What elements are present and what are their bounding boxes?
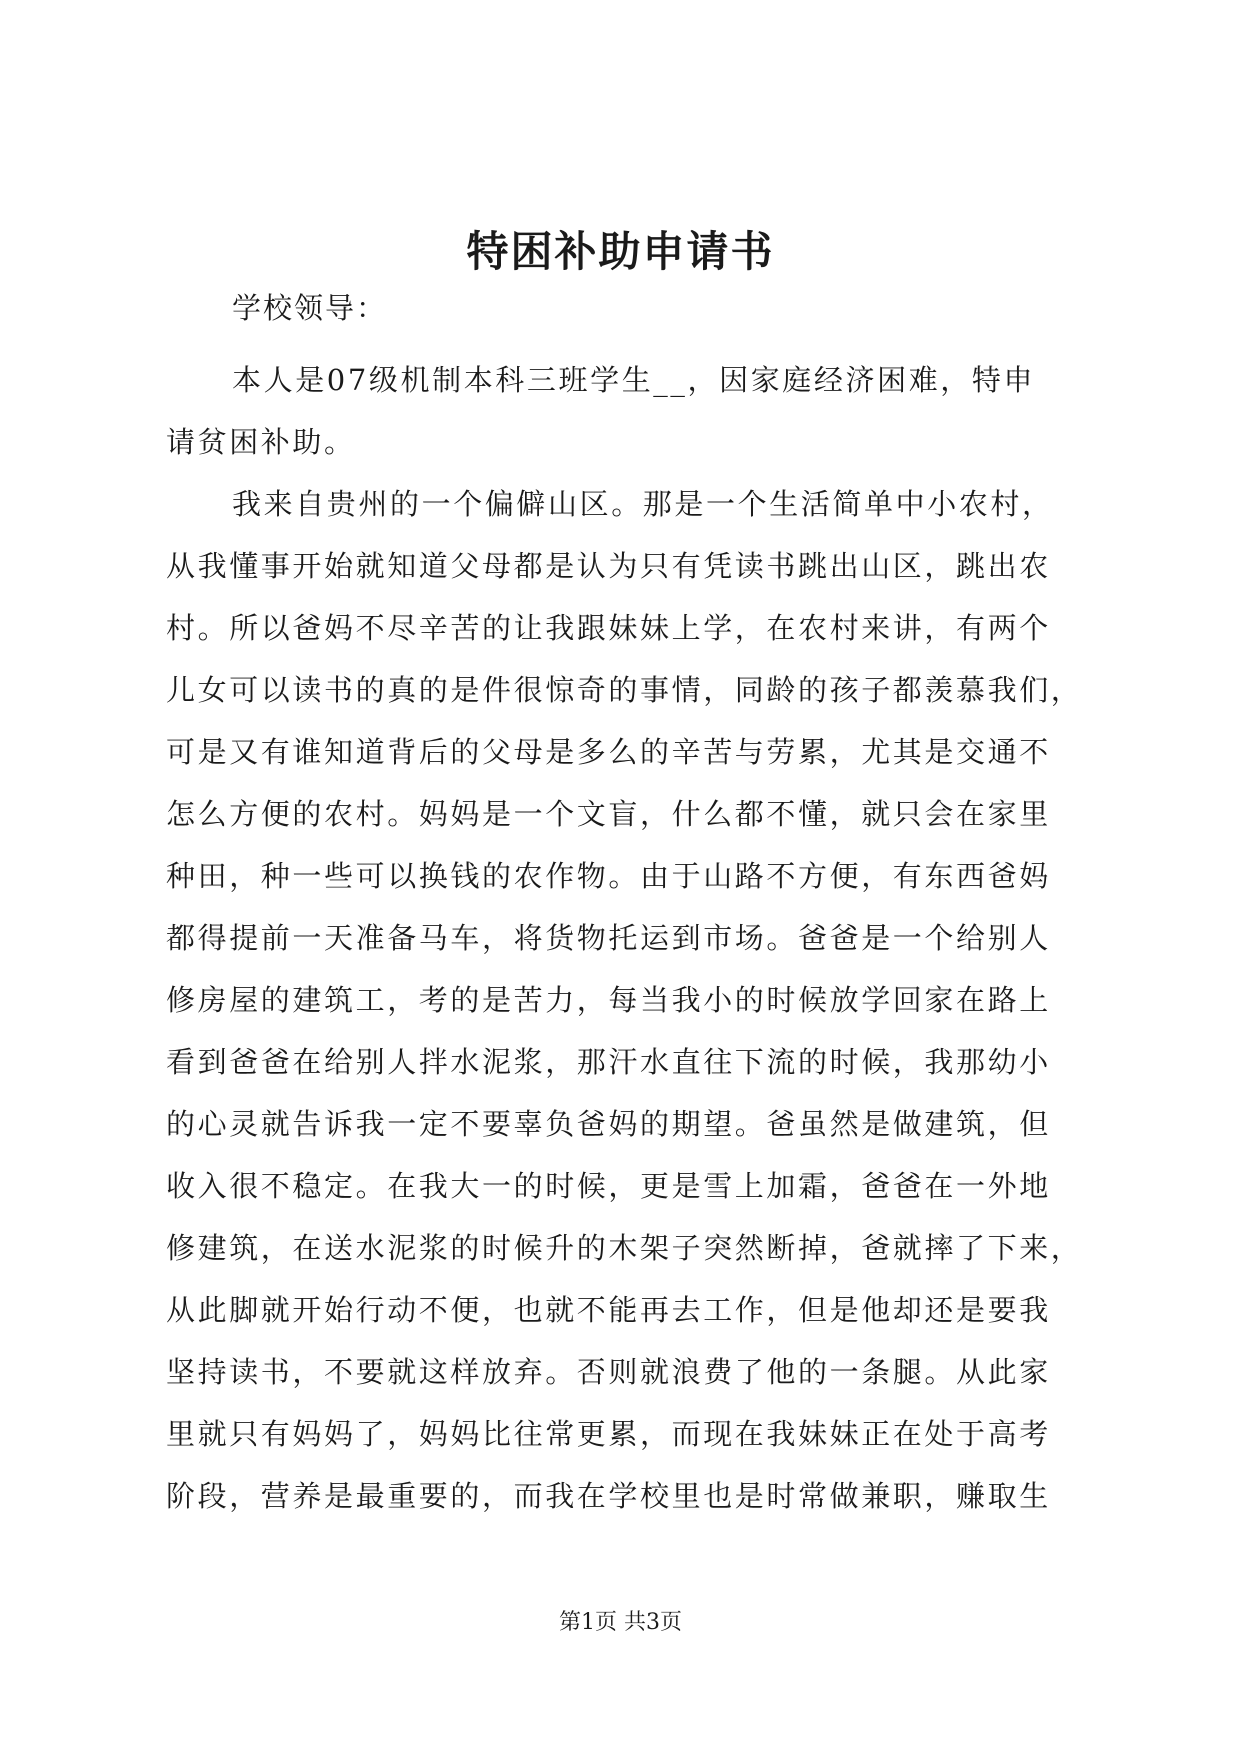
page-footer: 第1页 共3页 <box>559 1610 682 1635</box>
document-title: 特困补助申请书 <box>466 227 775 276</box>
text-line: 种田，种一些可以换钱的农作物。由于山路不方便，有东西爸妈 <box>166 859 1051 893</box>
text-line: 从我懂事开始就知道父母都是认为只有凭读书跳出山区，跳出农 <box>166 549 1051 583</box>
text-line: 修建筑，在送水泥浆的时候升的木架子突然断掉，爸就摔了下来， <box>166 1231 1083 1265</box>
text-line: 本人是07级机制本科三班学生__，因家庭经济困难，特申 <box>232 363 1036 397</box>
text-line: 修房屋的建筑工，考的是苦力，每当我小的时候放学回家在路上 <box>166 983 1051 1017</box>
text-line: 都得提前一天准备马车，将货物托运到市场。爸爸是一个给别人 <box>166 921 1051 955</box>
text-line: 我来自贵州的一个偏僻山区。那是一个生活简单中小农村， <box>232 487 1054 521</box>
text-line: 看到爸爸在给别人拌水泥浆，那汗水直往下流的时候，我那幼小 <box>166 1045 1051 1079</box>
text-line: 可是又有谁知道背后的父母是多么的辛苦与劳累，尤其是交通不 <box>166 735 1051 769</box>
text-line: 里就只有妈妈了，妈妈比往常更累，而现在我妹妹正在处于高考 <box>166 1417 1051 1451</box>
text-line: 儿女可以读书的真的是件很惊奇的事情，同龄的孩子都羡慕我们， <box>166 673 1083 707</box>
text-line: 阶段，营养是最重要的，而我在学校里也是时常做兼职，赚取生 <box>166 1479 1051 1513</box>
text-line: 请贫困补助。 <box>166 425 356 459</box>
text-line: 收入很不稳定。在我大一的时候，更是雪上加霜，爸爸在一外地 <box>166 1169 1051 1203</box>
text-line: 坚持读书，不要就这样放弃。否则就浪费了他的一条腿。从此家 <box>166 1355 1051 1389</box>
text-line: 从此脚就开始行动不便，也就不能再去工作，但是他却还是要我 <box>166 1293 1051 1327</box>
body-text <box>166 349 1083 1527</box>
text-line: 的心灵就告诉我一定不要辜负爸妈的期望。爸虽然是做建筑，但 <box>166 1107 1051 1141</box>
salutation: 学校领导： <box>232 291 388 325</box>
text-line: 怎么方便的农村。妈妈是一个文盲，什么都不懂，就只会在家里 <box>166 797 1051 831</box>
text-line: 村。所以爸妈不尽辛苦的让我跟妹妹上学，在农村来讲，有两个 <box>166 611 1051 645</box>
